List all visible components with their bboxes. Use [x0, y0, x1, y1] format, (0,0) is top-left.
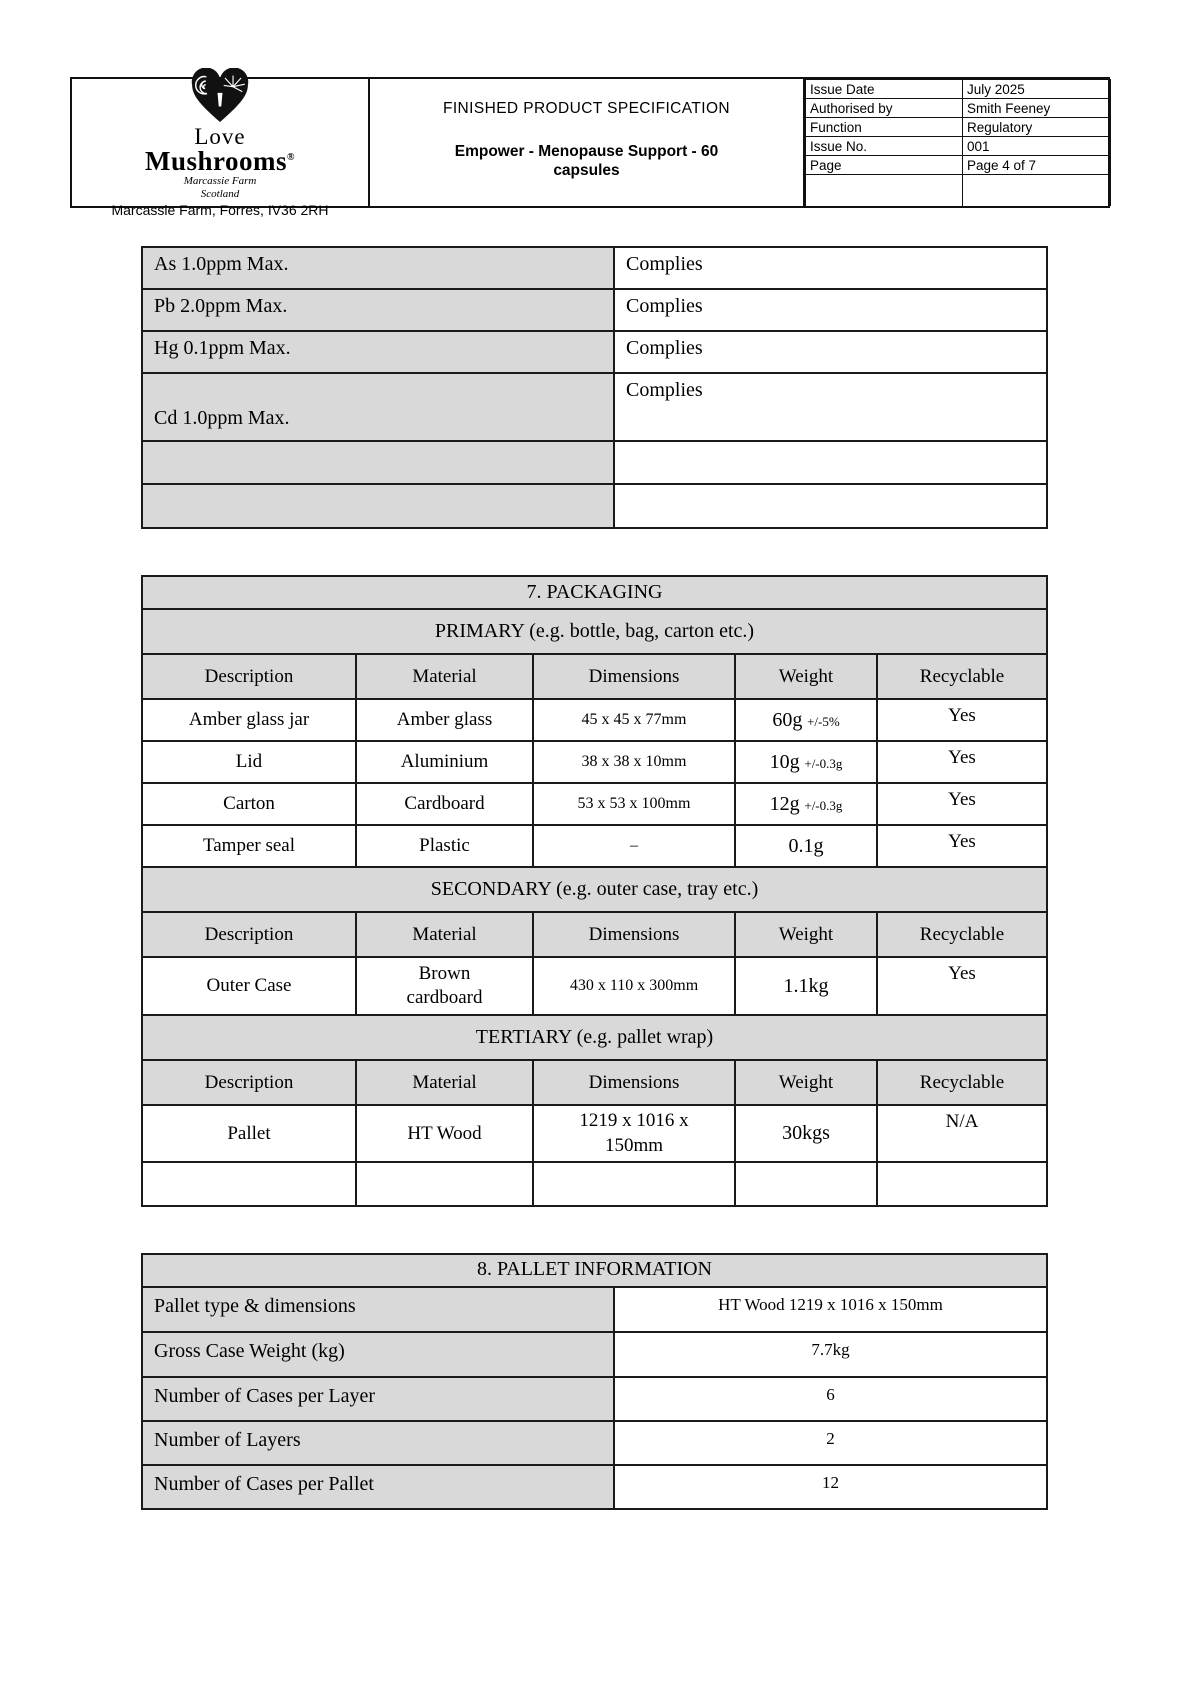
- meta-value: July 2025: [963, 80, 1111, 99]
- cell-weight: [735, 957, 877, 1015]
- cell-material: Cardboard: [356, 783, 533, 825]
- logo-subtitle-country: Scotland: [200, 187, 240, 200]
- packaging-title-row: [142, 576, 1047, 609]
- subsection-title: TERTIARY (e.g. pallet wrap): [142, 1015, 1047, 1060]
- heavy-metals-table: [141, 246, 1048, 529]
- cell-material: [356, 957, 533, 1015]
- table-row-number-of-layers: [142, 1421, 1047, 1465]
- col-header-weight: Weight: [735, 1060, 877, 1105]
- cell-weight: [735, 741, 877, 783]
- weight-value: 30kgs: [782, 1122, 830, 1144]
- column-header-row: [142, 912, 1047, 957]
- weight-value: 1.1kg: [783, 974, 829, 997]
- table-row-hg: [142, 331, 1047, 373]
- cell-description: Pallet: [142, 1105, 356, 1162]
- col-header-recyclable: Recyclable: [877, 654, 1047, 699]
- pallet-info-label: Number of Cases per Pallet: [142, 1465, 614, 1509]
- col-header-description: Description: [142, 912, 356, 957]
- pallet-info-value: 12: [614, 1465, 1047, 1509]
- weight-value: 10g: [769, 750, 800, 773]
- table-row-pb: [142, 289, 1047, 331]
- issue-meta-cell: [803, 79, 1108, 206]
- cell-weight: [735, 1105, 877, 1162]
- table-row-empty: [142, 484, 1047, 528]
- pallet-info-value: 7.7kg: [614, 1332, 1047, 1377]
- table-row-outer-case: [142, 957, 1047, 1015]
- pallet-info-label: Number of Layers: [142, 1421, 614, 1465]
- cell-description: Amber glass jar: [142, 699, 356, 741]
- cell-recyclable: N/A: [877, 1105, 1047, 1162]
- table-row-pallet: [142, 1105, 1047, 1162]
- registered-trademark-symbol: ®: [287, 152, 295, 164]
- cell-dimensions: 53 x 53 x 100mm: [533, 783, 735, 825]
- cell-description: Lid: [142, 741, 356, 783]
- weight-value: 0.1g: [788, 834, 824, 857]
- meta-row-issue-date: [806, 80, 1111, 99]
- primary-section-row: [142, 609, 1047, 654]
- table-row-tamper-seal: [142, 825, 1047, 867]
- table-row-gross-case-weight: [142, 1332, 1047, 1377]
- meta-label: [806, 175, 963, 207]
- logo-subtitle-farm: Marcassie Farm: [183, 175, 257, 188]
- col-header-description: Description: [142, 654, 356, 699]
- cell-recyclable: Yes: [877, 957, 1047, 1015]
- meta-label: Authorised by: [806, 99, 963, 118]
- table-row-empty: [142, 1162, 1047, 1206]
- logo-word-love: Love: [194, 124, 246, 150]
- cell-recyclable: [877, 1162, 1047, 1206]
- company-address: Marcassie Farm, Forres, IV36 2RH: [111, 202, 329, 219]
- product-title: Empower - Menopause Support - 60 capsules: [454, 143, 719, 180]
- document-header: [70, 77, 1110, 219]
- pallet-info-value: 6: [614, 1377, 1047, 1421]
- metal-limit-label: Pb 2.0ppm Max.: [142, 289, 614, 331]
- cell-weight: [735, 1162, 877, 1206]
- table-row-cases-per-layer: [142, 1377, 1047, 1421]
- pallet-info-label: Gross Case Weight (kg): [142, 1332, 614, 1377]
- title-cell: [370, 79, 803, 206]
- metal-result-value: [614, 484, 1047, 528]
- pallet-info-label: Number of Cases per Layer: [142, 1377, 614, 1421]
- cell-material: HT Wood: [356, 1105, 533, 1162]
- col-header-recyclable: Recyclable: [877, 912, 1047, 957]
- cell-weight: [735, 825, 877, 867]
- cell-recyclable: Yes: [877, 783, 1047, 825]
- metal-limit-label: [142, 484, 614, 528]
- logo-cell: [72, 79, 370, 219]
- col-header-weight: Weight: [735, 912, 877, 957]
- metal-limit-label: Hg 0.1ppm Max.: [142, 331, 614, 373]
- pallet-title-row: [142, 1254, 1047, 1287]
- meta-value: Smith Feeney: [963, 99, 1111, 118]
- cell-dimensions: –: [533, 825, 735, 867]
- table-row-as: [142, 247, 1047, 289]
- cell-material: Aluminium: [356, 741, 533, 783]
- cell-dimensions: 38 x 38 x 10mm: [533, 741, 735, 783]
- cell-material: [356, 1162, 533, 1206]
- weight-tolerance: +/-0.3g: [804, 755, 843, 771]
- cell-material: Amber glass: [356, 699, 533, 741]
- section-title: 7. PACKAGING: [142, 576, 1047, 609]
- metal-result-value: [614, 441, 1047, 484]
- cell-material: Plastic: [356, 825, 533, 867]
- cell-weight: [735, 783, 877, 825]
- subsection-title: PRIMARY (e.g. bottle, bag, carton etc.): [142, 609, 1047, 654]
- packaging-table: [141, 575, 1048, 1207]
- cell-dimensions: 430 x 110 x 300mm: [533, 957, 735, 1015]
- logo-word-mushrooms: [145, 148, 295, 175]
- metal-result-value: Complies: [614, 331, 1047, 373]
- pallet-info-value: 2: [614, 1421, 1047, 1465]
- cell-description: Carton: [142, 783, 356, 825]
- cell-description: Tamper seal: [142, 825, 356, 867]
- column-header-row: [142, 1060, 1047, 1105]
- weight-tolerance: +/-0.3g: [804, 797, 843, 813]
- col-header-material: Material: [356, 912, 533, 957]
- col-header-dimensions: Dimensions: [533, 912, 735, 957]
- table-row-cd: [142, 373, 1047, 441]
- love-mushrooms-logo-icon: [189, 68, 251, 124]
- column-header-row: [142, 654, 1047, 699]
- cell-recyclable: Yes: [877, 741, 1047, 783]
- cell-recyclable: Yes: [877, 825, 1047, 867]
- meta-label: Page: [806, 156, 963, 175]
- document-title: FINISHED PRODUCT SPECIFICATION: [442, 100, 730, 117]
- weight-tolerance: +/-5%: [807, 713, 840, 729]
- metal-result-value: Complies: [614, 373, 1047, 441]
- material-text: Brown cardboard: [406, 963, 483, 1008]
- section-title: 8. PALLET INFORMATION: [142, 1254, 1047, 1287]
- metal-limit-label: Cd 1.0ppm Max.: [142, 373, 614, 441]
- cell-weight: [735, 699, 877, 741]
- cell-dimensions: 45 x 45 x 77mm: [533, 699, 735, 741]
- table-row-amber-glass-jar: [142, 699, 1047, 741]
- table-row-cases-per-pallet: [142, 1465, 1047, 1509]
- col-header-weight: Weight: [735, 654, 877, 699]
- subsection-title: SECONDARY (e.g. outer case, tray etc.): [142, 867, 1047, 912]
- weight-value: 60g: [772, 708, 803, 731]
- metal-result-value: Complies: [614, 247, 1047, 289]
- meta-row-function: [806, 118, 1111, 137]
- col-header-dimensions: Dimensions: [533, 654, 735, 699]
- meta-value: 001: [963, 137, 1111, 156]
- col-header-description: Description: [142, 1060, 356, 1105]
- table-row-carton: [142, 783, 1047, 825]
- cell-recyclable: Yes: [877, 699, 1047, 741]
- tertiary-section-row: [142, 1015, 1047, 1060]
- pallet-information-table: [141, 1253, 1048, 1510]
- meta-label: Issue Date: [806, 80, 963, 99]
- cell-description: Outer Case: [142, 957, 356, 1015]
- col-header-material: Material: [356, 654, 533, 699]
- meta-value: Regulatory: [963, 118, 1111, 137]
- secondary-section-row: [142, 867, 1047, 912]
- meta-row-page: [806, 156, 1111, 175]
- meta-value: [963, 175, 1111, 207]
- issue-meta-table: [805, 79, 1111, 206]
- meta-row-issue-no: [806, 137, 1111, 156]
- meta-label: Function: [806, 118, 963, 137]
- table-row-pallet-type: [142, 1287, 1047, 1332]
- pallet-info-value: HT Wood 1219 x 1016 x 150mm: [614, 1287, 1047, 1332]
- col-header-recyclable: Recyclable: [877, 1060, 1047, 1105]
- weight-value: 12g: [769, 792, 800, 815]
- metal-result-value: Complies: [614, 289, 1047, 331]
- metal-limit-label: [142, 441, 614, 484]
- meta-row-authorised-by: [806, 99, 1111, 118]
- meta-row-empty: [806, 175, 1111, 207]
- col-header-material: Material: [356, 1060, 533, 1105]
- cell-description: [142, 1162, 356, 1206]
- cell-dimensions: [533, 1162, 735, 1206]
- col-header-dimensions: Dimensions: [533, 1060, 735, 1105]
- table-row-empty: [142, 441, 1047, 484]
- metal-limit-label: As 1.0ppm Max.: [142, 247, 614, 289]
- pallet-info-label: Pallet type & dimensions: [142, 1287, 614, 1332]
- meta-label: Issue No.: [806, 137, 963, 156]
- logo-word-mushrooms-text: Mushrooms: [144, 146, 288, 177]
- table-row-lid: [142, 741, 1047, 783]
- dimensions-text: 1219 x 1016 x 150mm: [579, 1109, 689, 1156]
- meta-value: Page 4 of 7: [963, 156, 1111, 175]
- cell-dimensions: [533, 1105, 735, 1162]
